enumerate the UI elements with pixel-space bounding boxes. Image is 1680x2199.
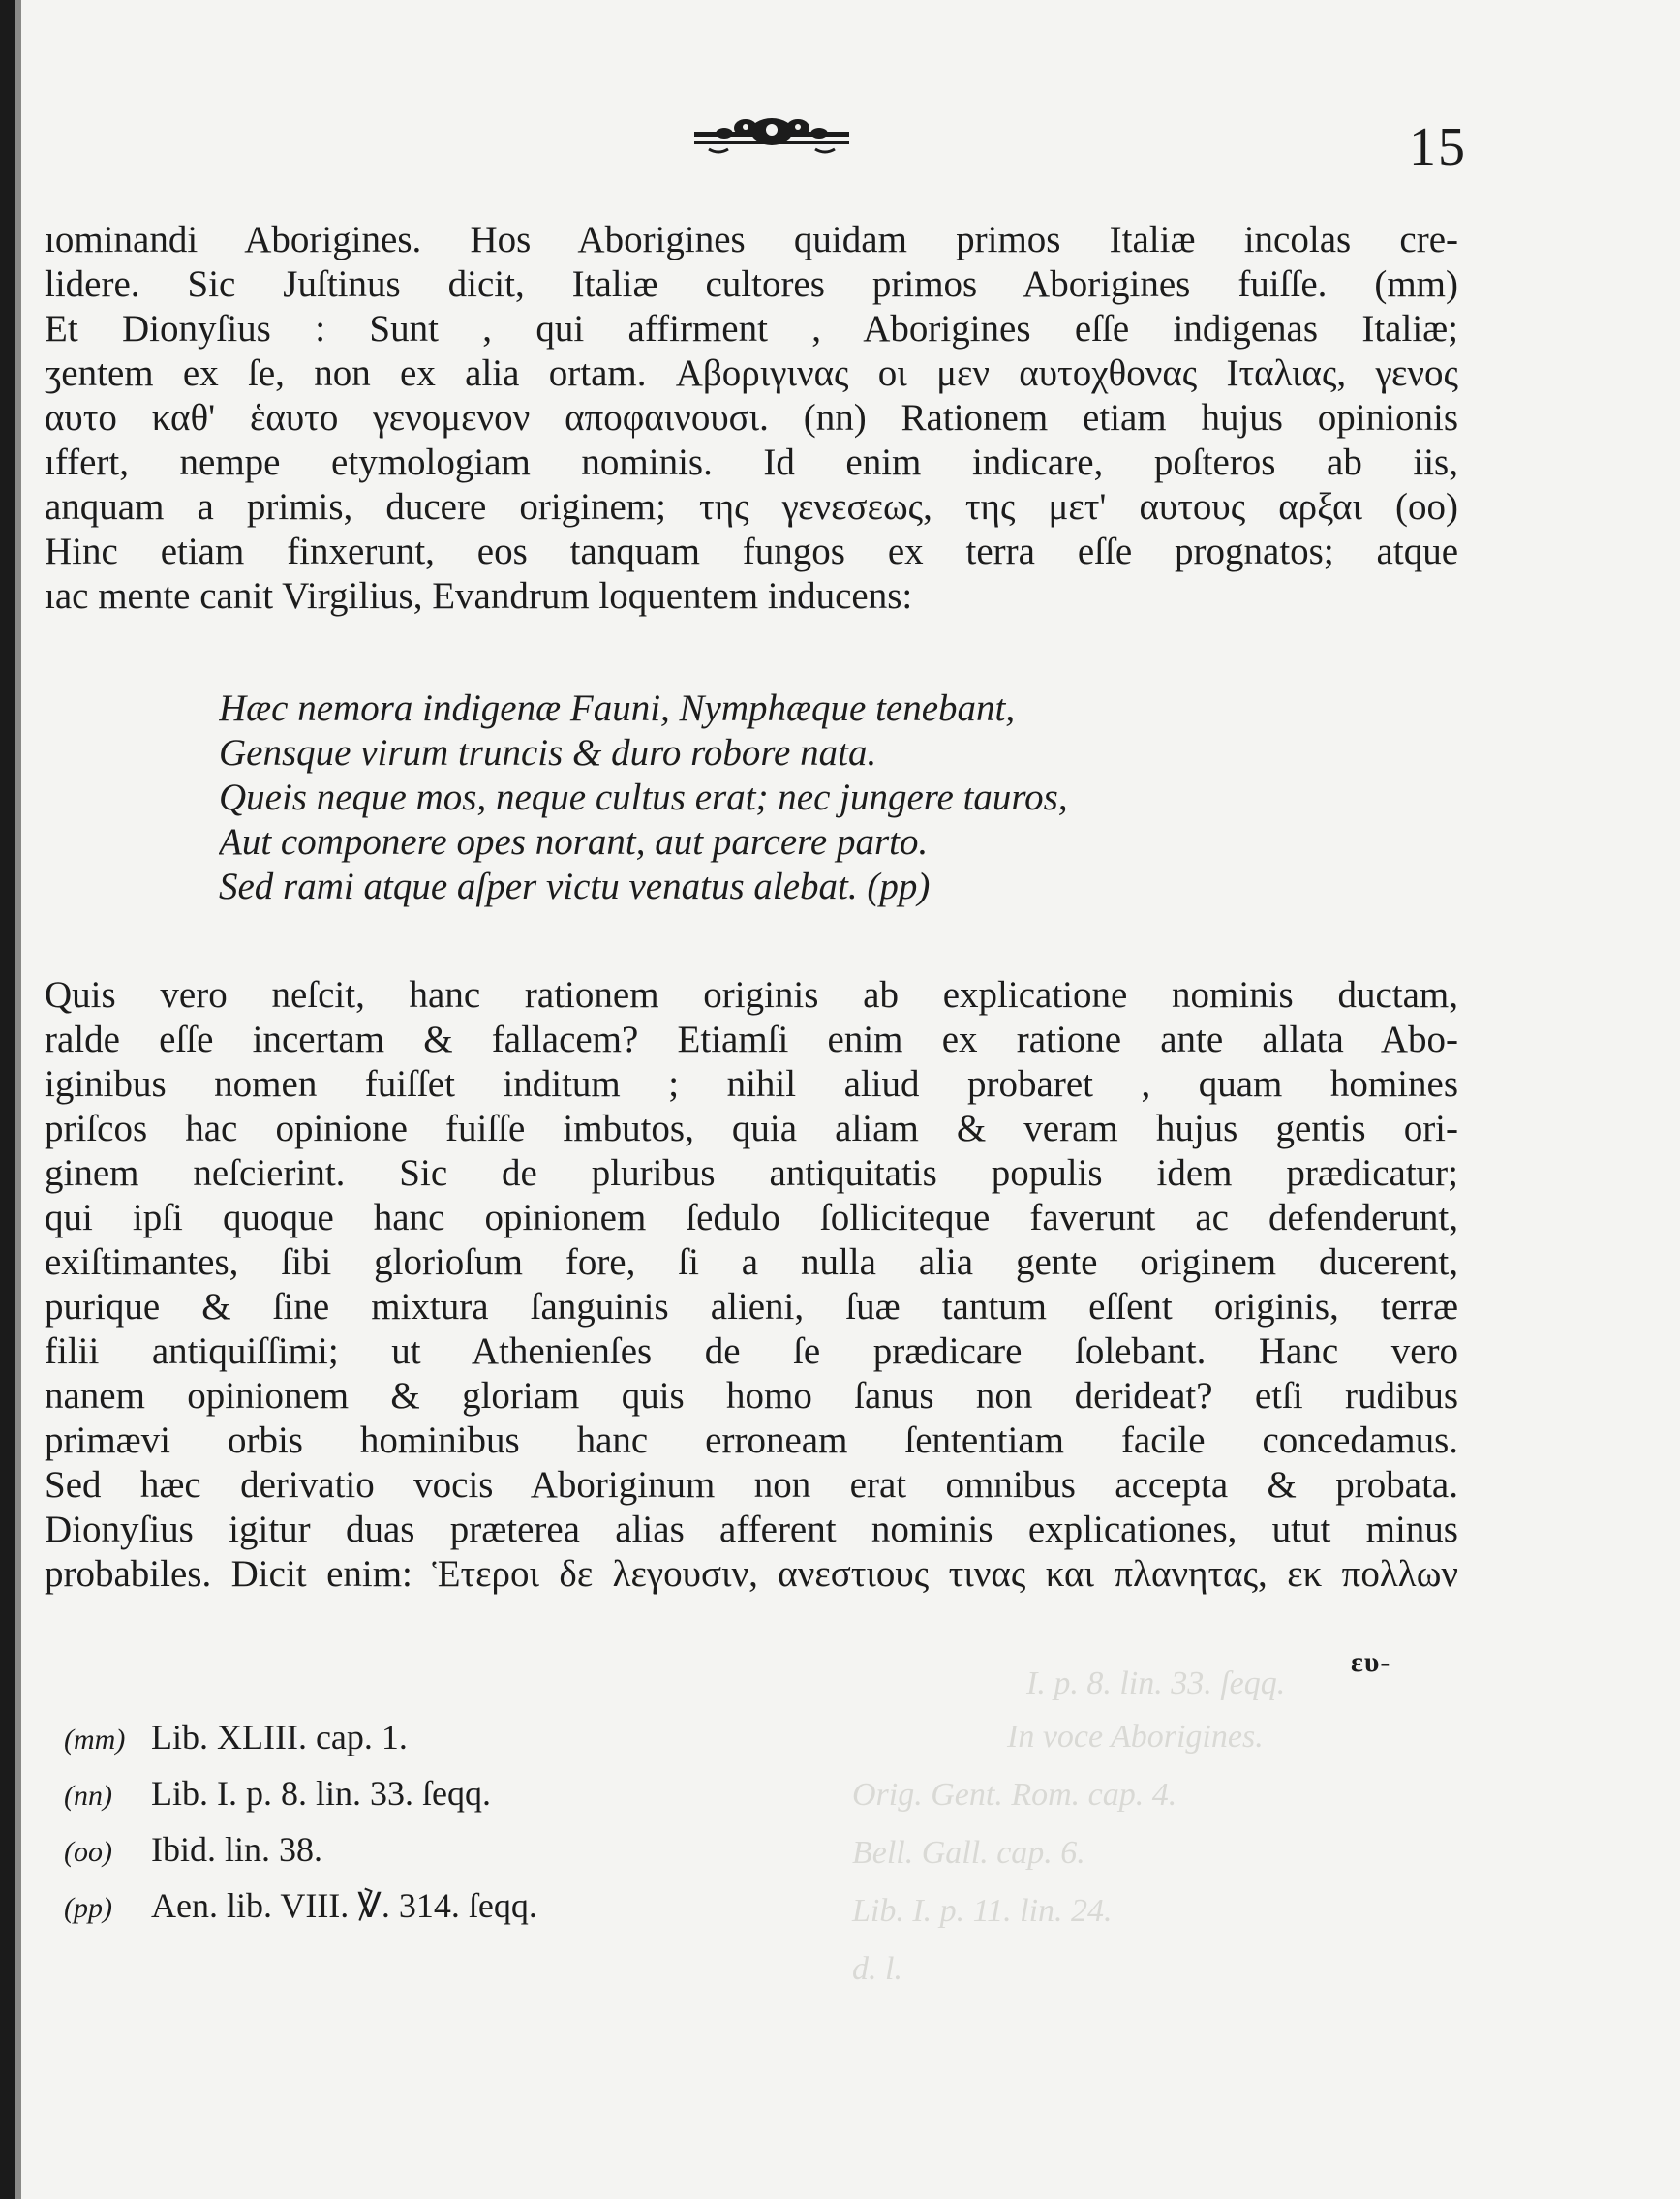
catchword: ευ- [1351, 1646, 1391, 1678]
footnote-text: Lib. I. p. 8. lin. 33. ſeqq. [151, 1774, 491, 1813]
page-number: 15 [1409, 117, 1467, 177]
bleed-through: I. p. 8. lin. 33. ſeqq. [1026, 1665, 1286, 1701]
body-line: exiſtimantes, ſibi glorioſum fore, ſi a nulla alia gente originem ducerent, [45, 1241, 1458, 1283]
body-line: ıac mente canit Virgilius, Evandrum loquentem inducens: [45, 575, 913, 617]
body-line: Hinc etiam finxerunt, eos tanquam fungos ex terra eſſe prognatos; atque [45, 531, 1458, 572]
body-line: lidere. Sic Juſtinus dicit, Italiæ cultores primos Aborigines fuiſſe. (mm) [45, 263, 1458, 305]
binding-shadow [15, 0, 21, 2199]
binding-edge [0, 0, 15, 2199]
body-line: Sed hæc derivatio vocis Aboriginum non erat omnibus accepta & probata. [45, 1464, 1458, 1506]
body-line: ginem neſcierint. Sic de pluribus antiquitatis populis idem prædicatur; [45, 1152, 1458, 1194]
footnote-text: Aen. lib. VIII. ℣. 314. ſeqq. [151, 1886, 537, 1925]
bleed-through: d. l. [852, 1951, 902, 1987]
body-line: anquam a primis, ducere originem; της γενεσεως, της μετ' αυτους αρξαι (oo) [45, 486, 1458, 528]
verse-line: Sed rami atque aſper victu venatus alebat. (pp) [219, 866, 931, 907]
body-line: iginibus nomen fuiſſet inditum ; nihil aliud probaret , quam homines [45, 1063, 1458, 1105]
body-line: priſcos hac opinione fuiſſe imbutos, quia aliam & veram hujus gentis ori- [45, 1108, 1458, 1149]
body-line: nanem opinionem & gloriam quis homo ſanus non derideat? etſi rudibus [45, 1375, 1458, 1417]
body-line: filii antiquiſſimi; ut Athenienſes de ſe prædicare ſolebant. Hanc vero [45, 1330, 1458, 1372]
verse-line: Gensque virum truncis & duro robore nata. [219, 732, 877, 774]
footnote-mark: (nn) [64, 1780, 112, 1812]
body-line: αυτο καθ' ἑαυτο γενομενον αποφαινουσι. (nn) Rationem etiam hujus opinionis [45, 397, 1458, 439]
footnote-text: Ibid. lin. 38. [151, 1830, 322, 1869]
footnote [64, 1828, 935, 1874]
footnote-text: Lib. XLIII. cap. 1. [151, 1718, 408, 1756]
body-line: qui ipſi quoque hanc opinionem ſedulo ſolliciteque faverunt ac defenderunt, [45, 1197, 1458, 1238]
bleed-through: In voce Aborigines. [1007, 1719, 1264, 1755]
body-line: ıffert, nempe etymologiam nominis. Id enim indicare, poſteros ab iis, [45, 442, 1458, 483]
body-line: ıominandi Aborigines. Hos Aborigines quidam primos Italiæ incolas cre- [45, 219, 1458, 260]
footnote [64, 1884, 935, 1930]
body-line: Dionyſius igitur duas præterea alias afferent nominis explicationes, utut minus [45, 1509, 1458, 1550]
bleed-through: Bell. Gall. cap. 6. [852, 1835, 1085, 1871]
body-line: ralde eſſe incertam & fallacem? Etiamſi enim ex ratione ante allata Abo- [45, 1019, 1458, 1060]
footnote-mark: (mm) [64, 1724, 126, 1756]
body-line: Quis vero neſcit, hanc rationem originis ab explicatione nominis ductam, [45, 974, 1458, 1016]
verse-line: Queis neque mos, neque cultus erat; nec jungere tauros, [219, 777, 1068, 818]
verse-line: Aut componere opes norant, aut parcere parto. [219, 821, 929, 863]
body-line: ʒentem ex ſe, non ex alia ortam. Αβοριγινας οι μεν αυτοχθονας Ιταλιας, γενος [45, 352, 1458, 394]
bleed-through: Orig. Gent. Rom. cap. 4. [852, 1777, 1177, 1813]
floral-headpiece-icon [689, 107, 854, 157]
footnote [64, 1772, 935, 1817]
body-line: primævi orbis hominibus hanc erroneam ſententiam facile concedamus. [45, 1420, 1458, 1461]
body-line: probabiles. Dicit enim: Ἑτεροι δε λεγουσιν, ανεστιους τινας και πλανητας, εκ πολλων [45, 1553, 1458, 1595]
footnote-mark: (oo) [64, 1836, 112, 1868]
footnote [64, 1716, 935, 1761]
body-line: Et Dionyſius : Sunt , qui affirment , Aborigines eſſe indigenas Italiæ; [45, 308, 1458, 350]
bleed-through: Lib. I. p. 11. lin. 24. [852, 1893, 1113, 1929]
body-line: purique & ſine mixtura ſanguinis alieni, ſuæ tantum eſſent originis, terræ [45, 1286, 1458, 1328]
verse-line: Hæc nemora indigenæ Fauni, Nymphæque tenebant, [219, 687, 1016, 729]
footnote-mark: (pp) [64, 1892, 112, 1924]
